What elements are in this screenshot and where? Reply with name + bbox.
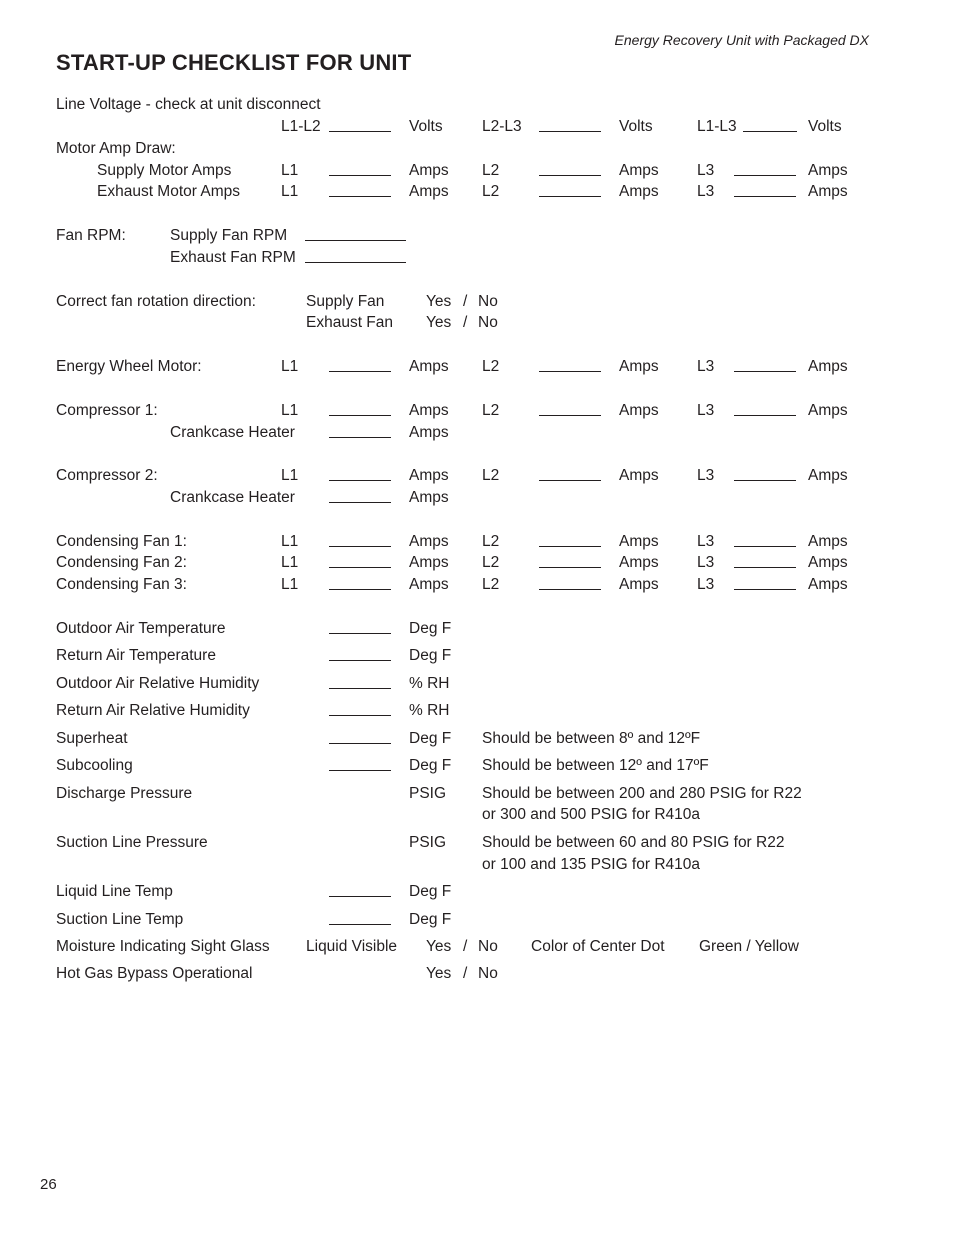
phase-l1: L1	[281, 533, 299, 550]
condensing-fan3-label: Condensing Fan 3:	[56, 576, 187, 593]
oat-blank[interactable]	[329, 619, 391, 634]
rat-row	[0, 646, 954, 668]
exhaust-fan-rpm-blank[interactable]	[305, 248, 406, 263]
sight-glass-row	[0, 937, 954, 959]
liquid-temp-row	[0, 882, 954, 904]
suction-label: Suction Line Pressure	[56, 834, 208, 851]
rh-unit: % RH	[409, 675, 450, 692]
phase-l2: L2	[482, 183, 500, 200]
rotation-exhaust-fan: Exhaust Fan	[306, 314, 394, 331]
rat-label: Return Air Temperature	[56, 647, 216, 664]
amps-unit: Amps	[409, 467, 449, 484]
supply-l1-blank[interactable]	[329, 161, 391, 176]
yes-option[interactable]: Yes	[426, 938, 452, 955]
l2-l3-label: L2-L3	[482, 118, 522, 135]
exhaust-fan-rpm-row	[0, 248, 954, 270]
phase-l1: L1	[281, 183, 299, 200]
phase-l3: L3	[697, 402, 715, 419]
cf2-l3-blank[interactable]	[734, 553, 796, 568]
compressor1-label: Compressor 1:	[56, 402, 158, 419]
page-number: 26	[40, 1176, 57, 1193]
separator: /	[463, 938, 468, 955]
psig-unit: PSIG	[409, 785, 447, 802]
cf1-l1-blank[interactable]	[329, 532, 391, 547]
rotation-exhaust-row	[0, 313, 954, 335]
rarh-blank[interactable]	[329, 701, 391, 716]
wheel-l1-blank[interactable]	[329, 357, 391, 372]
phase-l2: L2	[482, 533, 500, 550]
phase-l3: L3	[697, 554, 715, 571]
liquid-visible-label: Liquid Visible	[306, 938, 398, 955]
amps-unit: Amps	[409, 402, 449, 419]
compressor2-heater-row	[0, 488, 954, 510]
condensing-fan1-label: Condensing Fan 1:	[56, 533, 187, 550]
supply-l2-blank[interactable]	[539, 161, 601, 176]
amps-unit: Amps	[619, 576, 659, 593]
phase-l1: L1	[281, 402, 299, 419]
exhaust-motor-row	[0, 182, 954, 204]
liquid-temp-label: Liquid Line Temp	[56, 883, 173, 900]
supply-fan-rpm-label: Supply Fan RPM	[170, 227, 288, 244]
amps-unit: Amps	[808, 554, 848, 571]
phase-l3: L3	[697, 533, 715, 550]
sight-glass-label: Moisture Indicating Sight Glass	[56, 938, 270, 955]
subcooling-note: Should be between 12º and 17ºF	[482, 757, 709, 774]
phase-l1: L1	[281, 554, 299, 571]
suction-row	[0, 833, 954, 855]
cf1-l3-blank[interactable]	[734, 532, 796, 547]
amps-unit: Amps	[808, 467, 848, 484]
comp1-l3-blank[interactable]	[734, 401, 796, 416]
motor-amp-heading-row	[0, 139, 954, 161]
amps-unit: Amps	[409, 489, 449, 506]
compressor2-row	[0, 466, 954, 488]
volts-unit: Volts	[409, 118, 443, 135]
condensing-fan2-label: Condensing Fan 2:	[56, 554, 187, 571]
l1-l3-voltage-blank[interactable]	[743, 117, 797, 132]
liquid-temp-blank[interactable]	[329, 882, 391, 897]
phase-l1: L1	[281, 358, 299, 375]
no-option[interactable]: No	[478, 314, 498, 331]
l1-l2-label: L1-L2	[281, 118, 321, 135]
volts-unit: Volts	[619, 118, 653, 135]
discharge-note-1: Should be between 200 and 280 PSIG for R22	[482, 785, 802, 802]
center-dot-label: Color of Center Dot	[531, 938, 665, 955]
l1-l3-label: L1-L3	[697, 118, 737, 135]
crankcase-heater-label: Crankcase Heater	[170, 424, 295, 441]
rarh-row	[0, 701, 954, 723]
superheat-label: Superheat	[56, 730, 128, 747]
condensing-fan1-row	[0, 532, 954, 554]
amps-unit: Amps	[808, 576, 848, 593]
hot-gas-label: Hot Gas Bypass Operational	[56, 965, 253, 982]
degf-unit: Deg F	[409, 647, 452, 664]
comp2-l2-blank[interactable]	[539, 466, 601, 481]
amps-unit: Amps	[409, 358, 449, 375]
dot-color-options[interactable]: Green / Yellow	[699, 938, 799, 955]
rarh-label: Return Air Relative Humidity	[56, 702, 250, 719]
document-header: Energy Recovery Unit with Packaged DX	[614, 32, 869, 48]
cf3-l1-blank[interactable]	[329, 575, 391, 590]
degf-unit: Deg F	[409, 757, 452, 774]
amps-unit: Amps	[619, 533, 659, 550]
amps-unit: Amps	[619, 358, 659, 375]
energy-wheel-row	[0, 357, 954, 379]
separator: /	[463, 965, 468, 982]
amps-unit: Amps	[808, 533, 848, 550]
fan-rpm-row	[0, 226, 954, 248]
hot-gas-row	[0, 964, 954, 986]
phase-l3: L3	[697, 358, 715, 375]
amps-unit: Amps	[808, 183, 848, 200]
exhaust-l1-blank[interactable]	[329, 182, 391, 197]
compressor1-heater-row	[0, 423, 954, 445]
amps-unit: Amps	[409, 533, 449, 550]
amps-unit: Amps	[409, 162, 449, 179]
yes-option[interactable]: Yes	[426, 293, 452, 310]
phase-l3: L3	[697, 576, 715, 593]
subcooling-row	[0, 756, 954, 778]
exhaust-fan-rpm-label: Exhaust Fan RPM	[170, 249, 296, 266]
suction-temp-label: Suction Line Temp	[56, 911, 184, 928]
amps-unit: Amps	[409, 576, 449, 593]
cf3-l2-blank[interactable]	[539, 575, 601, 590]
comp2-l3-blank[interactable]	[734, 466, 796, 481]
yes-option[interactable]: Yes	[426, 965, 452, 982]
separator: /	[463, 314, 468, 331]
yes-option[interactable]: Yes	[426, 314, 452, 331]
no-option[interactable]: No	[478, 965, 498, 982]
suction-temp-blank[interactable]	[329, 910, 391, 925]
separator: /	[463, 293, 468, 310]
subcooling-blank[interactable]	[329, 756, 391, 771]
amps-unit: Amps	[409, 183, 449, 200]
supply-motor-label: Supply Motor Amps	[97, 162, 232, 179]
l1-l2-voltage-blank[interactable]	[329, 117, 391, 132]
phase-l3: L3	[697, 162, 715, 179]
discharge-note-row	[0, 805, 954, 827]
oarh-label: Outdoor Air Relative Humidity	[56, 675, 260, 692]
phase-l2: L2	[482, 402, 500, 419]
superheat-row	[0, 729, 954, 751]
suction-note-2: or 100 and 135 PSIG for R410a	[482, 856, 701, 873]
discharge-label: Discharge Pressure	[56, 785, 193, 802]
oat-label: Outdoor Air Temperature	[56, 620, 226, 637]
condensing-fan2-row	[0, 553, 954, 575]
superheat-blank[interactable]	[329, 729, 391, 744]
cf1-l2-blank[interactable]	[539, 532, 601, 547]
cf3-l3-blank[interactable]	[734, 575, 796, 590]
superheat-note: Should be between 8º and 12ºF	[482, 730, 701, 747]
compressor2-label: Compressor 2:	[56, 467, 158, 484]
exhaust-l3-blank[interactable]	[734, 182, 796, 197]
energy-wheel-label: Energy Wheel Motor:	[56, 358, 202, 375]
oat-row	[0, 619, 954, 641]
phase-l2: L2	[482, 554, 500, 571]
amps-unit: Amps	[619, 162, 659, 179]
amps-unit: Amps	[808, 402, 848, 419]
no-option[interactable]: No	[478, 293, 498, 310]
amps-unit: Amps	[808, 162, 848, 179]
rh-unit: % RH	[409, 702, 450, 719]
condensing-fan3-row	[0, 575, 954, 597]
degf-unit: Deg F	[409, 730, 452, 747]
motor-amp-label: Motor Amp Draw:	[56, 140, 176, 157]
amps-unit: Amps	[619, 554, 659, 571]
line-voltage-heading-row	[0, 95, 954, 117]
amps-unit: Amps	[619, 183, 659, 200]
phase-l3: L3	[697, 467, 715, 484]
phase-l1: L1	[281, 467, 299, 484]
phase-l2: L2	[482, 162, 500, 179]
rotation-supply-fan: Supply Fan	[306, 293, 385, 310]
wheel-l2-blank[interactable]	[539, 357, 601, 372]
amps-unit: Amps	[619, 467, 659, 484]
volts-unit: Volts	[808, 118, 842, 135]
exhaust-motor-label: Exhaust Motor Amps	[97, 183, 241, 200]
l2-l3-voltage-blank[interactable]	[539, 117, 601, 132]
cf2-l1-blank[interactable]	[329, 553, 391, 568]
no-option[interactable]: No	[478, 938, 498, 955]
line-voltage-label: Line Voltage - check at unit disconnect	[56, 96, 321, 113]
comp2-l1-blank[interactable]	[329, 466, 391, 481]
degf-unit: Deg F	[409, 620, 452, 637]
crankcase-heater-label: Crankcase Heater	[170, 489, 295, 506]
fan-rpm-label: Fan RPM:	[56, 227, 126, 244]
discharge-note-2: or 300 and 500 PSIG for R410a	[482, 806, 701, 823]
amps-unit: Amps	[808, 358, 848, 375]
degf-unit: Deg F	[409, 883, 452, 900]
phase-l2: L2	[482, 467, 500, 484]
exhaust-l2-blank[interactable]	[539, 182, 601, 197]
oarh-row	[0, 674, 954, 696]
wheel-l3-blank[interactable]	[734, 357, 796, 372]
suction-note-1: Should be between 60 and 80 PSIG for R22	[482, 834, 785, 851]
supply-motor-row	[0, 161, 954, 183]
degf-unit: Deg F	[409, 911, 452, 928]
subcooling-label: Subcooling	[56, 757, 133, 774]
compressor1-row	[0, 401, 954, 423]
phase-l1: L1	[281, 162, 299, 179]
phase-l1: L1	[281, 576, 299, 593]
page-title: START-UP CHECKLIST FOR UNIT	[56, 50, 412, 75]
discharge-row	[0, 784, 954, 806]
line-voltage-row	[0, 117, 954, 139]
phase-l2: L2	[482, 576, 500, 593]
phase-l3: L3	[697, 183, 715, 200]
rotation-supply-row	[0, 292, 954, 314]
suction-temp-row	[0, 910, 954, 932]
suction-note-row	[0, 855, 954, 877]
oarh-blank[interactable]	[329, 674, 391, 689]
amps-unit: Amps	[619, 402, 659, 419]
rat-blank[interactable]	[329, 646, 391, 661]
supply-fan-rpm-blank[interactable]	[305, 226, 406, 241]
comp1-l1-blank[interactable]	[329, 401, 391, 416]
supply-l3-blank[interactable]	[734, 161, 796, 176]
amps-unit: Amps	[409, 424, 449, 441]
comp1-heater-blank[interactable]	[329, 423, 391, 438]
phase-l2: L2	[482, 358, 500, 375]
comp1-l2-blank[interactable]	[539, 401, 601, 416]
comp2-heater-blank[interactable]	[329, 488, 391, 503]
rotation-label: Correct fan rotation direction:	[56, 293, 256, 310]
cf2-l2-blank[interactable]	[539, 553, 601, 568]
amps-unit: Amps	[409, 554, 449, 571]
psig-unit: PSIG	[409, 834, 447, 851]
